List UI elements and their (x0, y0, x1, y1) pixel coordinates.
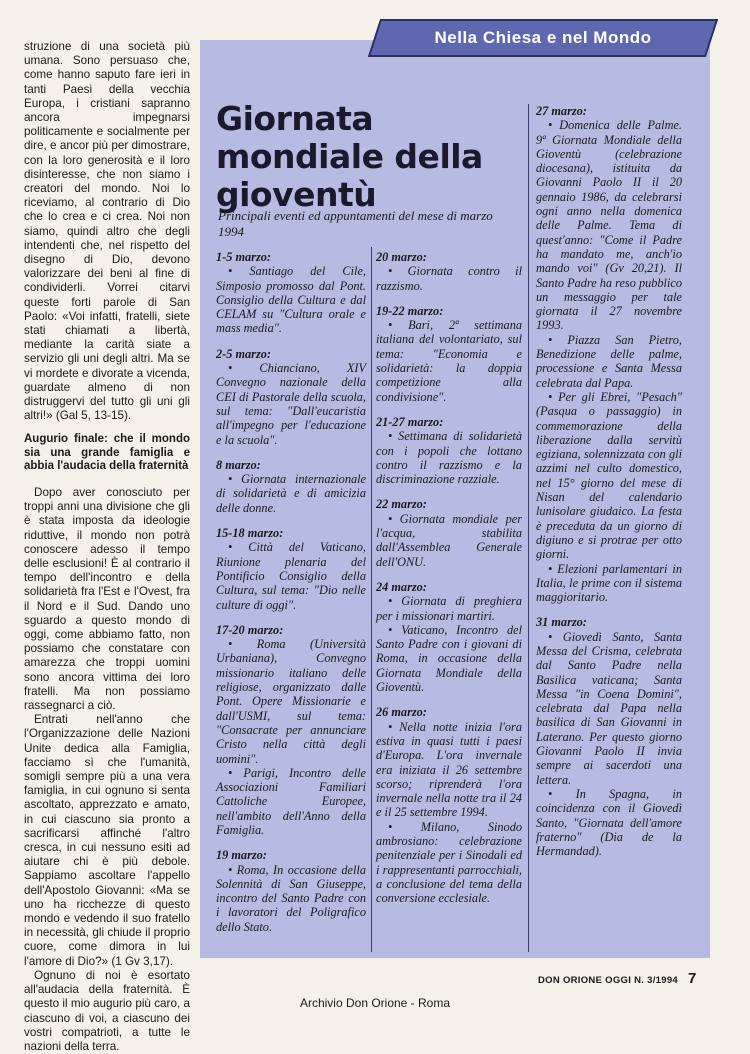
event-entry: • Giornata mondiale per l'acqua, stabilita dall'Assemblea Generale dell'ONU. (376, 511, 522, 569)
event-entry: • Bari, 2ª settimana italiana del volontariato, sul tema: "Economia e solidarietà: la doppia competizione alla condivisione". (376, 318, 522, 404)
event-date: 24 marzo: (376, 579, 427, 594)
events-column-2 (376, 250, 522, 905)
event-date: 8 marzo: (216, 457, 261, 472)
column-divider (528, 104, 529, 952)
events-column-1 (216, 250, 366, 934)
left-paragraph: Ognuno di noi è esortato all'audacia della fraternità. È questo il mio augurio più caro, a ciascuno di voi, a ciascuno dei vostri compatrioti, a tutte le nazioni della terra. (24, 968, 190, 1053)
event-date: 1-5 marzo: (216, 250, 271, 264)
event-entry: • Elezioni parlamentari in Italia, le prime con il sistema maggioritario. (536, 561, 682, 605)
archive-caption: Archivio Don Orione - Roma (299, 996, 451, 1010)
article-title: Giornata mondiale della gioventù (216, 99, 483, 214)
event-entry: • Per gli Ebrei, "Pesach" (Pasqua o passaggio) in commemorazione della liberazione dalla servitù egiziana, solennizzata con gli azzimi nel culto domestico, nel 15° giorno del mese di Nisan del calendario lunisolare giudaico. La festa è preceduta da un giorno di digiuno e si protrae per otto giorni. (536, 389, 682, 562)
event-entry: • Roma, In occasione della Solennità di San Giuseppe, incontro del Santo Padre con i lavoratori del Poligrafico dello Stato. (216, 862, 366, 934)
event-date: 15-18 marzo: (216, 526, 284, 541)
event-entry: • Domenica delle Palme. 9ª Giornata Mondiale della Gioventù (celebrazione diocesana), istituita da Giovanni Paolo II il 20 gennaio 1986, da celebrarsi ogni anno nella domenica delle Palme. Tema di quest'anno: "Come il Padre ha mandato me, anch'io mando voi" (Gv 20,21). Il Santo Padre ha reso pubblico un messaggio per tale giornata il 27 novembre 1993. (536, 118, 682, 333)
event-entry: • Milano, Sinodo ambrosiano: celebrazione penitenziale per i Sinodali ed i rappresentanti parrocchiali, a conclusione del tema della conversione ecclesiale. (376, 819, 522, 906)
event-entry: • Giovedì Santo, Santa Messa del Crisma, celebrata dal Santo Padre nella Basilica vaticana; Santa Messa "in Coena Domini", celebrata dal Papa nella basilica di San Giovanni in Laterano. Per questo giorno Giovanni Paolo II invia sempre ai sacerdoti una lettera. (536, 629, 682, 787)
event-entry: • Giornata di preghiera per i missionari martiri. (376, 594, 522, 623)
page-number: 7 (688, 970, 697, 987)
event-date: 22 marzo: (376, 497, 427, 512)
event-entry: • In Spagna, in coincidenza con il Giovedì Santo, "Giornata dell'amore fraterno" (Dia de la Hermandad). (536, 786, 682, 859)
event-date: 19 marzo: (216, 848, 267, 863)
left-subheading: Augurio finale: che il mondo sia una grande famiglia e abbia l'audacia della fraternità (24, 433, 190, 473)
section-banner-label: Nella Chiesa e nel Mondo (434, 28, 652, 47)
event-entry: • Piazza San Pietro, Benedizione delle palme, processione e Santa Messa celebrata dal Papa. (536, 332, 682, 390)
event-entry: • Giornata internazionale di solidarietà e di amicizia delle donne. (216, 472, 366, 515)
event-date: 17-20 marzo: (216, 622, 284, 637)
event-date: 31 marzo: (536, 615, 587, 630)
left-paragraph: Entrati nell'anno che l'Organizzazione delle Nazioni Unite dedica alla Famiglia, facciamo sì che l'umanità, somigli sempre più a una vera famiglia, in cui ognuno si senta ascoltato, apprezzato e amato, in cui ciascuno sia pronto a sacrificarsi affinché l'altro cresca, in cui nessuno esiti ad aiutare chi è più debole. Sappiamo ascoltare l'appello dell'Apostolo Giovanni: «Ma se uno ha ricchezze di questo mondo e vedendo il suo fratello in necessità, gli chiude il proprio cuore, come dimora in lui l'amore di Dio?» (1 Gv 3,17). (24, 713, 190, 968)
event-date: 27 marzo: (536, 104, 587, 118)
event-entry: • Giornata contro il razzismo. (376, 264, 522, 293)
left-paragraph: struzione di una società più umana. Sono persuaso che, come hanno saputo fare ieri in tanti Paesi della vecchia Europa, i cristiani sapranno ancora impegnarsi politicamente e socialmente per dire, e ancor più per dimostrare, con la loro generosità e il loro disinteresse, che non siamo i creatori del mondo. Noi lo riceviamo, al contrario di Dio che lo crea e ci crea. Noi non siamo, quindi altro che degli intendenti che, nel rispetto del disegno di Dio, devono valorizzare dei beni al fine di condividerli. Vorrei citarvi queste forti parole di San Paolo: «Voi infatti, fratelli, siete stati chiamati a libertà, mediante la carità siate a servizio gli uni degli altri. Ma se vi mordete e divorate a vicenda, guardate almeno di non distruggervi del tutto gli uni gli altri!» (Gal 5, 13-15). (24, 40, 190, 423)
article-intro: Principali eventi ed appuntamenti del mese di marzo 1994 (218, 208, 493, 239)
event-date: 20 marzo: (376, 250, 427, 264)
event-date: 19-22 marzo: (376, 303, 444, 318)
event-entry: • Città del Vaticano, Riunione plenaria del Pontificio Consiglio della Cultura, sul tema: "Dio nelle culture di oggi". (216, 540, 366, 612)
event-date: 2-5 marzo: (216, 346, 271, 361)
left-column (24, 40, 190, 1054)
column-divider (371, 247, 372, 952)
section-banner (374, 19, 712, 57)
magazine-footer: DON ORIONE OGGI N. 3/1994 (538, 975, 679, 986)
events-column-3 (536, 104, 682, 858)
event-entry: • Settimana di solidarietà con i popoli che lottano contro il razzismo e la discriminazione razziale. (376, 429, 522, 487)
event-entry: • Chianciano, XIV Convegno nazionale della CEI di Pastorale della scuola, sul tema: "Dall'eucaristia all'impegno per l'educazione e la scuola". (216, 361, 366, 447)
event-entry: • Santiago del Cile, Simposio promosso dal Pont. Consiglio della Cultura e dal CELAM su "Cultura orale e mass media". (216, 264, 366, 336)
event-date: 21-27 marzo: (376, 414, 444, 429)
event-entry: • Roma (Università Urbaniana), Convegno missionario italiano delle religiose, organizzato dalle Pont. Opere Missionarie e dall'USMI, sul tema: "Consacrate per annunciare Cristo nella città degli uomini". (216, 637, 366, 766)
event-entry: • Nella notte inizia l'ora estiva in quasi tutti i paesi d'Europa. L'ora invernale era iniziata il 26 settembre scorso; riprenderà l'ora invernale nella notte tra il 24 e il 25 settembre 1994. (376, 719, 522, 820)
event-entry: • Parigi, Incontro delle Associazioni Familiari Cattoliche Europee, nell'ambito dell'Anno della Famiglia. (216, 765, 366, 837)
event-date: 26 marzo: (376, 705, 427, 720)
left-paragraph: Dopo aver conosciuto per troppi anni una divisione che gli è stata imposta da ideologie riduttive, il mondo non potrà conoscere adesso il tempo delle esclusioni! È al contrario il tempo dell'incontro e della solidarietà fra l'Est e l'Ovest, fra il Nord e il Sud. Dando uno sguardo a questo mondo di oggi, come abbiamo fatto, non possiamo che constatare con amarezza che troppi uomini sono ancora vittima dei loro fratelli. Ma non possiamo rassegnarci a ciò. (24, 485, 190, 713)
event-entry: • Vaticano, Incontro del Santo Padre con i giovani di Roma, in occasione della Giornata Mondiale della Gioventù. (376, 622, 522, 695)
